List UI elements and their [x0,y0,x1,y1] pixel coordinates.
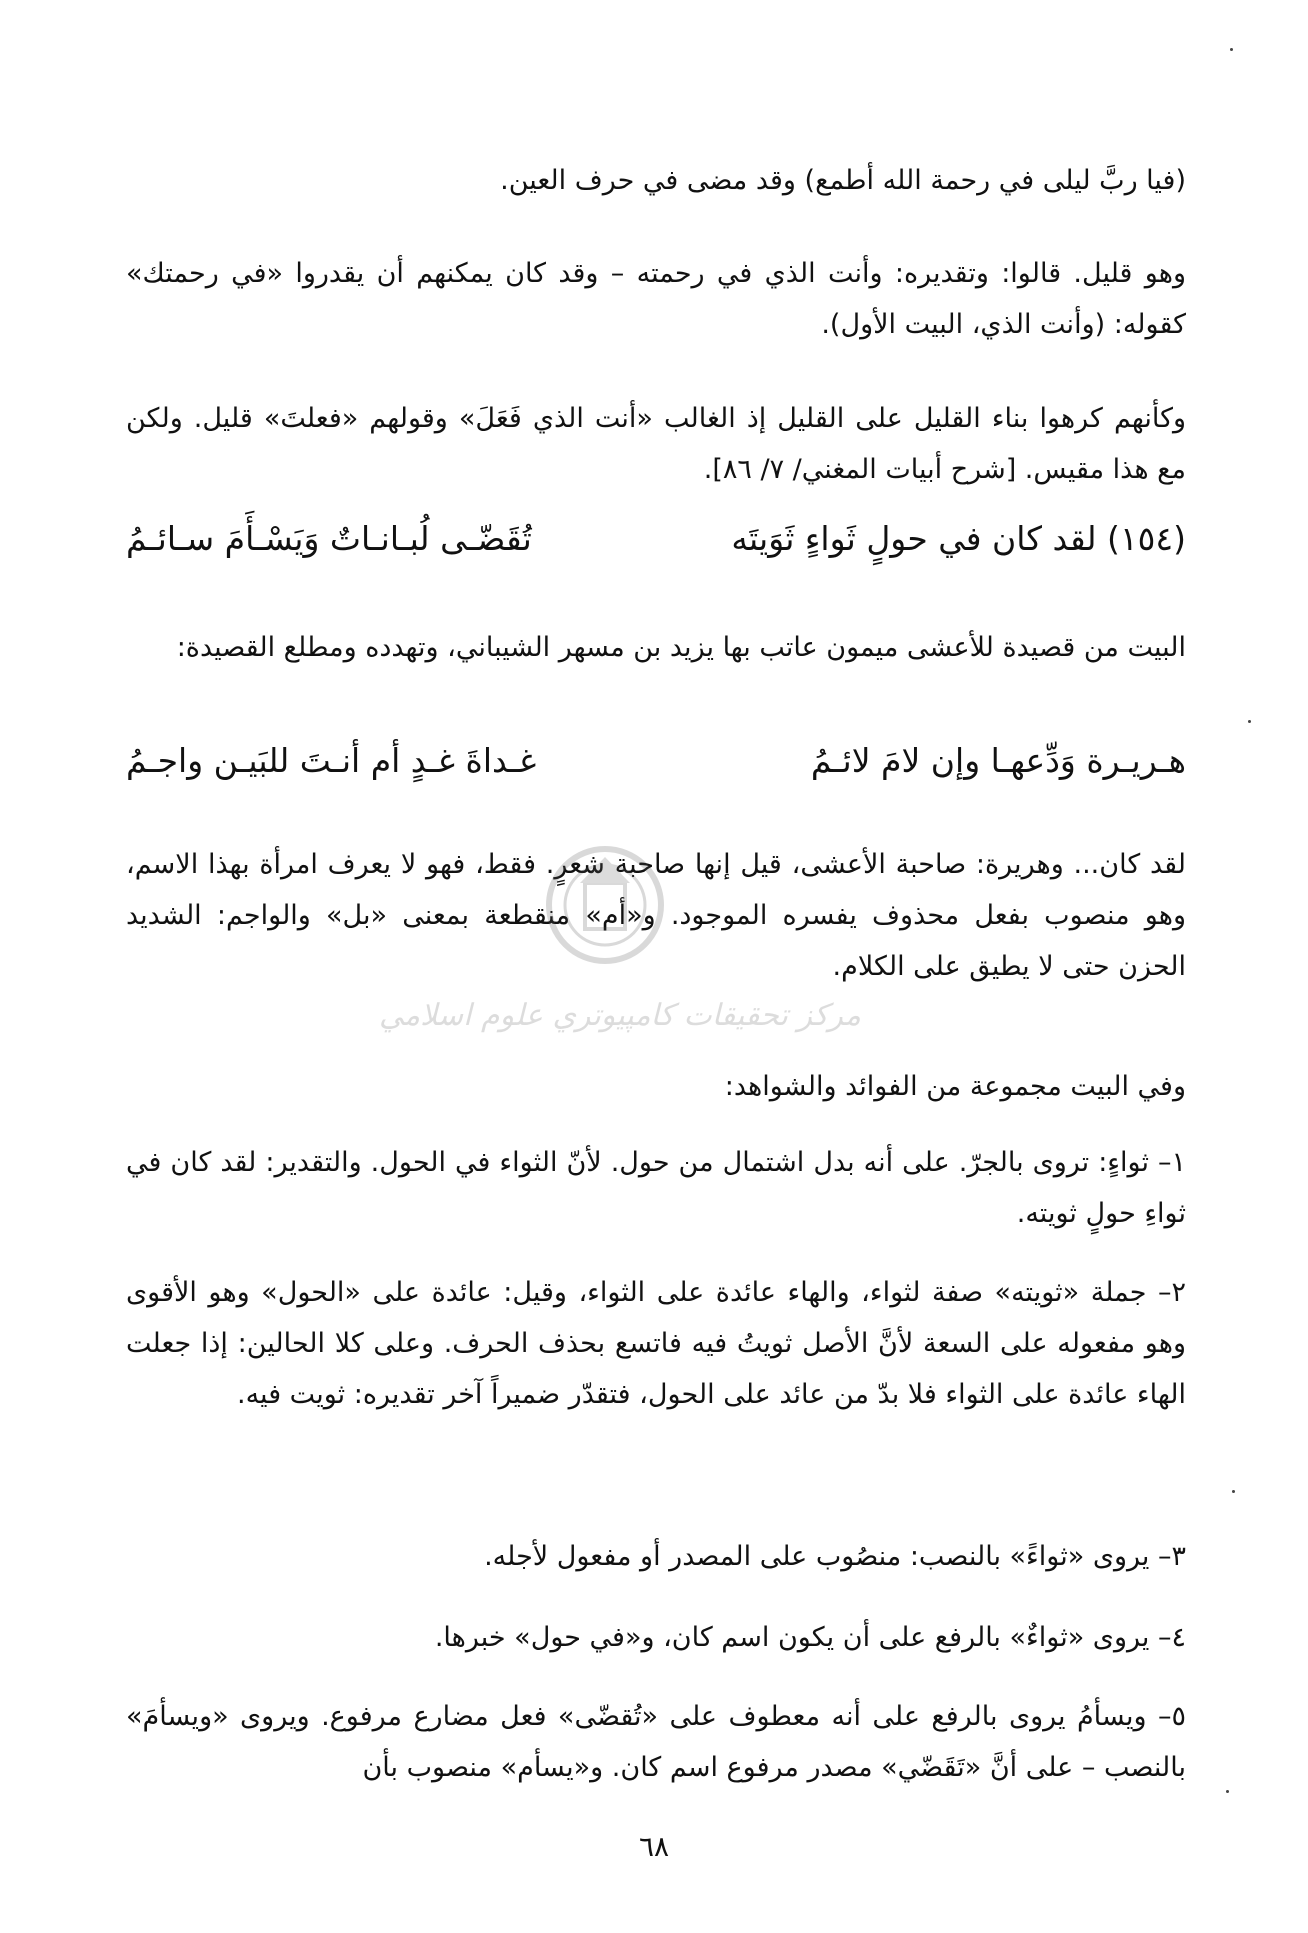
paragraph-commentary: وهو قليل. قالوا: وتقديره: وأنت الذي في رحمته – وقد كان يمكنهم أن يقدروا «في رحمتك» كقوله: (وأنت الذي، البيت الأول). [126,258,1186,340]
point-3: ٣– يروى «ثواءً» بالنصب: منصُوب على المصدر أو مفعول لأجله. [484,1541,1186,1572]
paragraph-verse-citation: (فيا ربَّ ليلى في رحمة الله أطمع) وقد مضى في حرف العين. [500,165,1186,196]
point-5: ٥– ويسأمُ يروى بالرفع على أنه معطوف على «تُقضّى» فعل مضارع مرفوع. ويروى «ويسأمَ» بالنصب – على أنَّ «تَقَضّي» مصدر مرفوع اسم كان. و«يسأم» منصوب بأن [126,1701,1186,1783]
point-1: ١– ثواءٍ: تروى بالجرّ. على أنه بدل اشتمال من حول. لأنّ الثواء في الحول. والتقدير: لقد كان في ثواءِ حولٍ ثويته. [126,1147,1186,1229]
paragraph-benefits-intro: وفي البيت مجموعة من الفوائد والشواهد: [724,1071,1186,1102]
scan-speck [1232,1490,1235,1493]
verse-154 [126,514,1186,564]
page-number: ٦٨ [638,1830,670,1863]
verse-154-first-hemistich: (١٥٤) لقد كان في حولٍ ثَواءٍ ثَوَيتَه [731,519,1186,558]
scan-speck [1226,1790,1229,1793]
point-4: ٤– يروى «ثواءٌ» بالرفع على أن يكون اسم كان، و«في حول» خبرها. [434,1622,1186,1653]
verse-opening-second-hemistich: غـداةَ غـدٍ أم أنـتَ للبَيـن واجـمُ [126,741,537,780]
paragraph-intro: البيت من قصيدة للأعشى ميمون عاتب بها يزيد بن مسهر الشيباني، وتهدده ومطلع القصيدة: [176,632,1186,663]
verse-opening [126,736,1186,786]
scan-speck [1230,48,1233,51]
scan-speck [1248,720,1251,723]
paragraph-explanation: لقد كان... وهريرة: صاحبة الأعشى، قيل إنها صاحبة شعرٍ. فقط، فهو لا يعرف امرأة بهذا الاسم، وهو منصوب بفعل محذوف يفسره الموجود. و«أم» منقطعة بمعنى «بل» والواجم: الشديد الحزن حتى لا يطيق على الكلام. [126,849,1186,982]
paragraph-analysis: وكأنهم كرهوا بناء القليل على القليل إذ الغالب «أنت الذي فَعَلَ» وقولهم «فعلتَ» قليل. ولكن مع هذا مقيس. [شرح أبيات المغني/ ٧/ ٨٦]. [126,403,1186,485]
verse-opening-first-hemistich: هـريـرة وَدِّعهـا وإن لامَ لائـمُ [810,741,1186,780]
watermark-text: مركز تحقيقات كامپيوتري علوم اسلامي [379,998,861,1033]
verse-154-second-hemistich: تُقَضّـى لُبـانـاتٌ وَيَسْـأَمَ سـائـمُ [126,519,532,558]
point-2: ٢– جملة «ثويته» صفة لثواء، والهاء عائدة على الثواء، وقيل: عائدة على «الحول» وهو الأقوى وهو مفعوله على السعة لأنَّ الأصل ثويتُ فيه فاتسع بحذف الحرف. وعلى كلا الحالين: إذا جعلت الهاء عائدة على الثواء فلا بدّ من عائد على الحول، فتقدّر ضميراً آخر تقديره: ثويت فيه. [126,1277,1186,1410]
